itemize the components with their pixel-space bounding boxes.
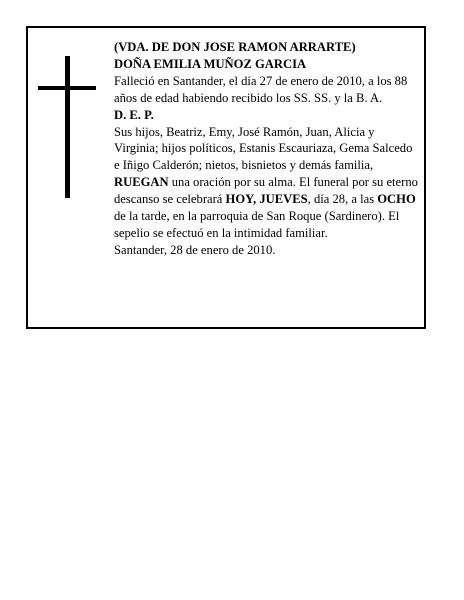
- cross-vertical-bar: [65, 56, 70, 198]
- widow-of-line: (VDA. DE DON JOSE RAMON ARRARTE): [114, 40, 356, 54]
- notice-text: [114, 39, 420, 259]
- hoy-jueves-text: HOY, JUEVES: [225, 192, 308, 207]
- ruegan-text: RUEGAN: [114, 175, 169, 190]
- deceased-name: DOÑA EMILIA MUÑOZ GARCIA: [114, 56, 307, 71]
- funeral-paragraph: [114, 174, 420, 242]
- dep-line: D. E. P.: [114, 107, 154, 122]
- family-paragraph: Sus hijos, Beatriz, Emy, José Ramón, Juan, Alicia y Virginia; hijos políticos, Estanis Escauriaza, Gema Salcedo e Iñigo Calderón; nietos, bisnietos y demás familia,: [114, 124, 413, 173]
- funeral-text-2: , día 28, a las: [307, 192, 378, 207]
- ocho-text: OCHO: [377, 192, 416, 207]
- obituary-notice: [26, 26, 426, 329]
- place-date-line: Santander, 28 de enero de 2010.: [114, 242, 276, 257]
- cross-icon: [38, 56, 96, 198]
- cross-horizontal-bar: [38, 86, 96, 90]
- funeral-text-1: una oración por su alma. El funeral por su eterno descanso se celebrará: [114, 175, 418, 207]
- death-paragraph: Falleció en Santander, el día 27 de enero de 2010, a los 88 años de edad habiendo recibido los SS. SS. y la B. A.: [114, 73, 408, 105]
- funeral-text-3: de la tarde, en la parroquia de San Roque (Sardinero). El sepelio se efectuó en la intimidad familiar.: [114, 209, 400, 240]
